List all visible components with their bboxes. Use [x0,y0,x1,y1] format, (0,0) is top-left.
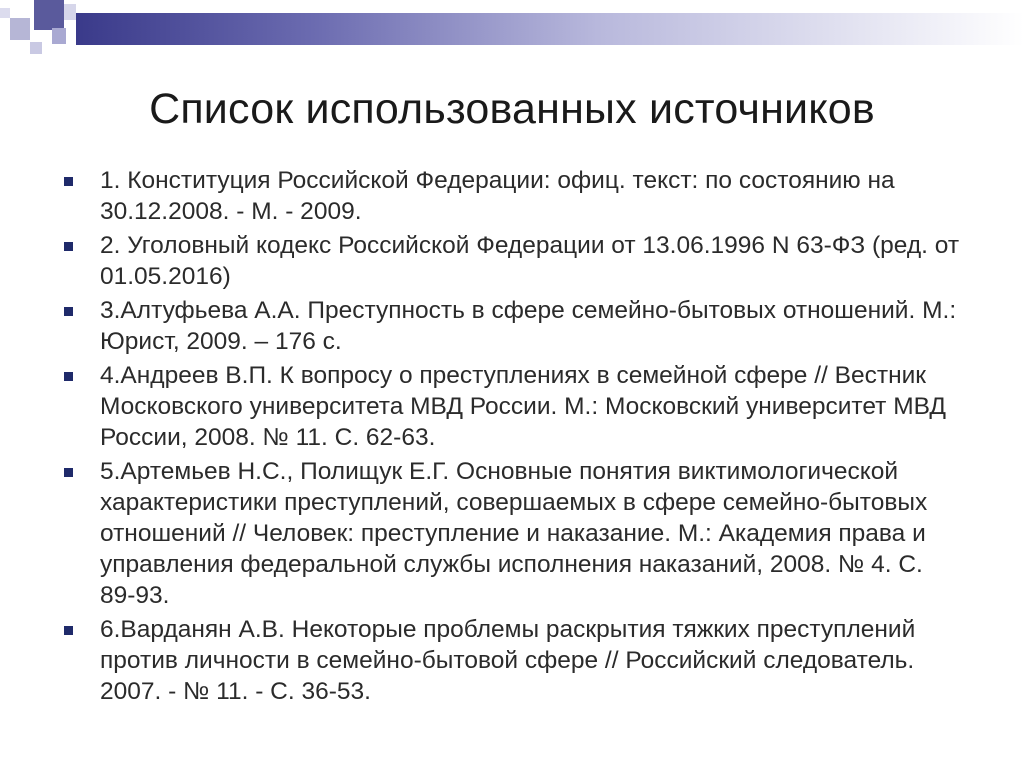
square-bullet-icon [64,372,73,381]
square-bullet-icon [64,626,73,635]
square-bullet-icon [64,177,73,186]
reference-text: 5.Артемьев Н.С., Полищук Е.Г. Основные понятия виктимологической характеристики преступлений, совершаемых в сфере семейно-бытовых отношений // Человек: преступление и наказание. М.: Академия права и управления федеральной службы исполнения наказаний, 2008. № 4. С. 89-93. [100,458,928,609]
reference-item [62,360,962,453]
square-bullet-icon [64,307,73,316]
reference-item [62,230,962,292]
reference-text: 1. Конституция Российской Федерации: офиц. текст: по состоянию на 30.12.2008. - М. - 2009. [100,167,895,225]
decorative-square [52,28,66,44]
reference-item [62,614,962,707]
decorative-square [30,42,42,54]
reference-item [62,165,962,227]
reference-list [62,165,962,710]
reference-text: 6.Варданян А.В. Некоторые проблемы раскрытия тяжких преступлений против личности в семейно-бытовой сфере // Российский следователь. 2007. - № 11. - С. 36-53. [100,616,916,705]
header-gradient-bar [76,13,1024,45]
decorative-square [10,18,30,40]
decorative-square [34,0,64,30]
decorative-square [64,4,76,20]
reference-item [62,456,962,611]
reference-item [62,295,962,357]
reference-text: 3.Алтуфьева А.А. Преступность в сфере семейно-бытовых отношений. М.: Юрист, 2009. – 176 с. [100,297,957,355]
reference-text: 2. Уголовный кодекс Российской Федерации от 13.06.1996 N 63-ФЗ (ред. от 01.05.2016) [100,232,960,290]
square-bullet-icon [64,468,73,477]
reference-text: 4.Андреев В.П. К вопросу о преступлениях в семейной сфере // Вестник Московского университета МВД России. М.: Московский университет МВД России, 2008. № 11. С. 62-63. [100,362,947,451]
square-bullet-icon [64,242,73,251]
slide-title: Список использованных источников [149,85,875,133]
decorative-square [0,8,10,18]
